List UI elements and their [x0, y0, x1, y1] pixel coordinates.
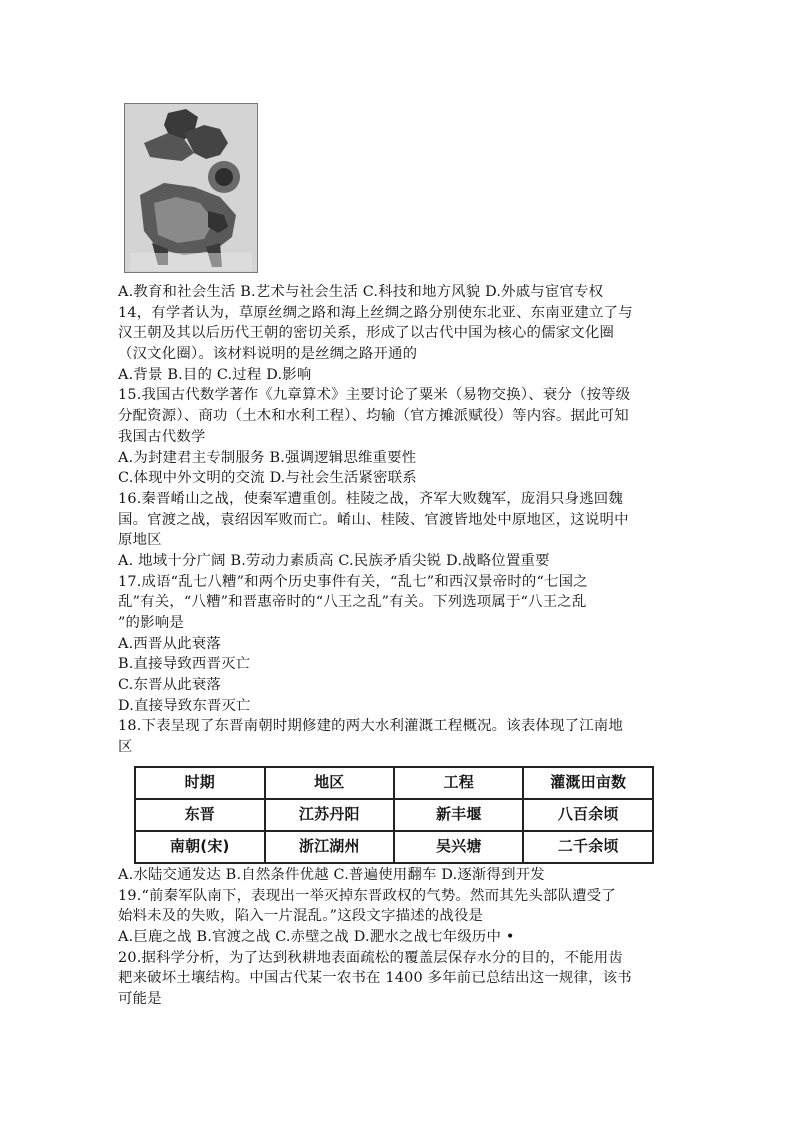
table-header-cell: 地区: [265, 767, 394, 799]
text-line: 19.“前秦军队南下，表现出一举灭掉东晋政权的气势。然而其先头部队遭受了: [118, 887, 616, 904]
text-line: 区: [118, 739, 133, 756]
text-line: A.为封建君主专制服务 B.强调逻辑思维重要性: [118, 449, 417, 466]
text-line: 始料未及的失败，陷入一片混乱。”这段文字描述的战役是: [118, 908, 484, 925]
bronze-figure-image: [124, 103, 258, 273]
table-cell: 新丰堰: [394, 799, 523, 831]
text-line: 耙来破坏土壤结构。中国古代某一农书在 1400 多年前已总结出这一规律，该书: [118, 970, 632, 987]
text-line: A. 地域十分广阔 B.劳动力素质高 C.民族矛盾尖锐 D.战略位置重要: [118, 552, 550, 569]
irrigation-table-wrap: [134, 766, 680, 864]
irrigation-table: [134, 766, 654, 864]
table-header-cell: 时期: [135, 767, 265, 799]
text-line: （汉文化圈）。该材料说明的是丝绸之路开通的: [118, 346, 418, 363]
text-line: C.东晋从此衰落: [118, 677, 222, 694]
text-line: B.直接导致西晋灭亡: [118, 656, 251, 673]
table-cell: 东晋: [135, 799, 265, 831]
text-line: 20.据科学分析，为了达到秋耕地表面疏松的覆盖层保存水分的目的，不能用齿: [118, 949, 623, 966]
text-line: 原地区: [118, 532, 162, 549]
bronze-figure-photo: [124, 103, 258, 273]
text-line: A.巨鹿之战 B.官渡之战 C.赤壁之战 D.淝水之战七年级历中 •: [118, 928, 515, 945]
text-line: C.体现中外文明的交流 D.与社会生活紧密联系: [118, 470, 417, 487]
text-line: A.西晋从此衰落: [118, 635, 221, 652]
text-line: 16.秦晋崤山之战，使秦军遭重创。桂陵之战，齐军大败魏军，庞涓只身逃回魏: [118, 490, 623, 507]
text-line: A.水陆交通发达 B.自然条件优越 C.普遍使用翻车 D.逐渐得到开发: [118, 866, 545, 883]
text-line: 我国古代数学: [118, 428, 206, 445]
text-line: 可能是: [118, 990, 162, 1007]
text-line: 分配资源）、商功（土木和水利工程）、均输（官方摊派赋役）等内容。据此可知: [118, 408, 629, 425]
text-line: 汉王朝及其以后历代王朝的密切关系，形成了以古代中国为核心的儒家文化圈: [118, 325, 615, 342]
text-line: ”的影响是: [118, 615, 184, 631]
table-row: [135, 831, 653, 863]
text-line: 14，有学者认为，草原丝绸之路和海上丝绸之路分别使东北亚、东南亚建立了与: [118, 304, 633, 321]
text-line: 15.我国古代数学著作《九章算术》主要讨论了粟米（易物交换）、衰分（按等级: [118, 387, 631, 404]
table-cell: 南朝(宋): [135, 831, 265, 863]
table-cell: 吴兴塘: [394, 831, 523, 863]
question-text: [118, 282, 680, 1010]
table-cell: 江苏丹阳: [265, 799, 394, 831]
table-header-cell: 灌溉田亩数: [523, 767, 653, 799]
table-row: [135, 799, 653, 831]
text-line: A.教育和社会生活 B.艺术与社会生活 C.科技和地方风貌 D.外戚与宦官专权: [118, 284, 604, 300]
table-header-cell: 工程: [394, 767, 523, 799]
text-line: 乱”有关，“八糟”和晋惠帝时的“八王之乱”有关。下列选项属于“八王之乱: [118, 594, 587, 611]
table-cell: 浙江湖州: [265, 831, 394, 863]
text-line: A.背景 B.目的 C.过程 D.影响: [118, 366, 312, 383]
table-header-row: [135, 767, 653, 799]
text-line: 18.下表呈现了东晋南朝时期修建的两大水利灌溉工程概况。该表体现了江南地: [118, 718, 623, 735]
table-cell: 八百余顷: [523, 799, 653, 831]
text-line: D.直接导致东晋灭亡: [118, 697, 251, 714]
table-cell: 二千余顷: [523, 831, 653, 863]
text-line: 17.成语“乱七八糟”和两个历史事件有关，“乱七”和西汉景帝时的“七国之: [118, 573, 588, 590]
text-line: 国。官渡之战，袁绍因军败而亡。崤山、桂陵、官渡皆地处中原地区，这说明中: [118, 511, 629, 528]
